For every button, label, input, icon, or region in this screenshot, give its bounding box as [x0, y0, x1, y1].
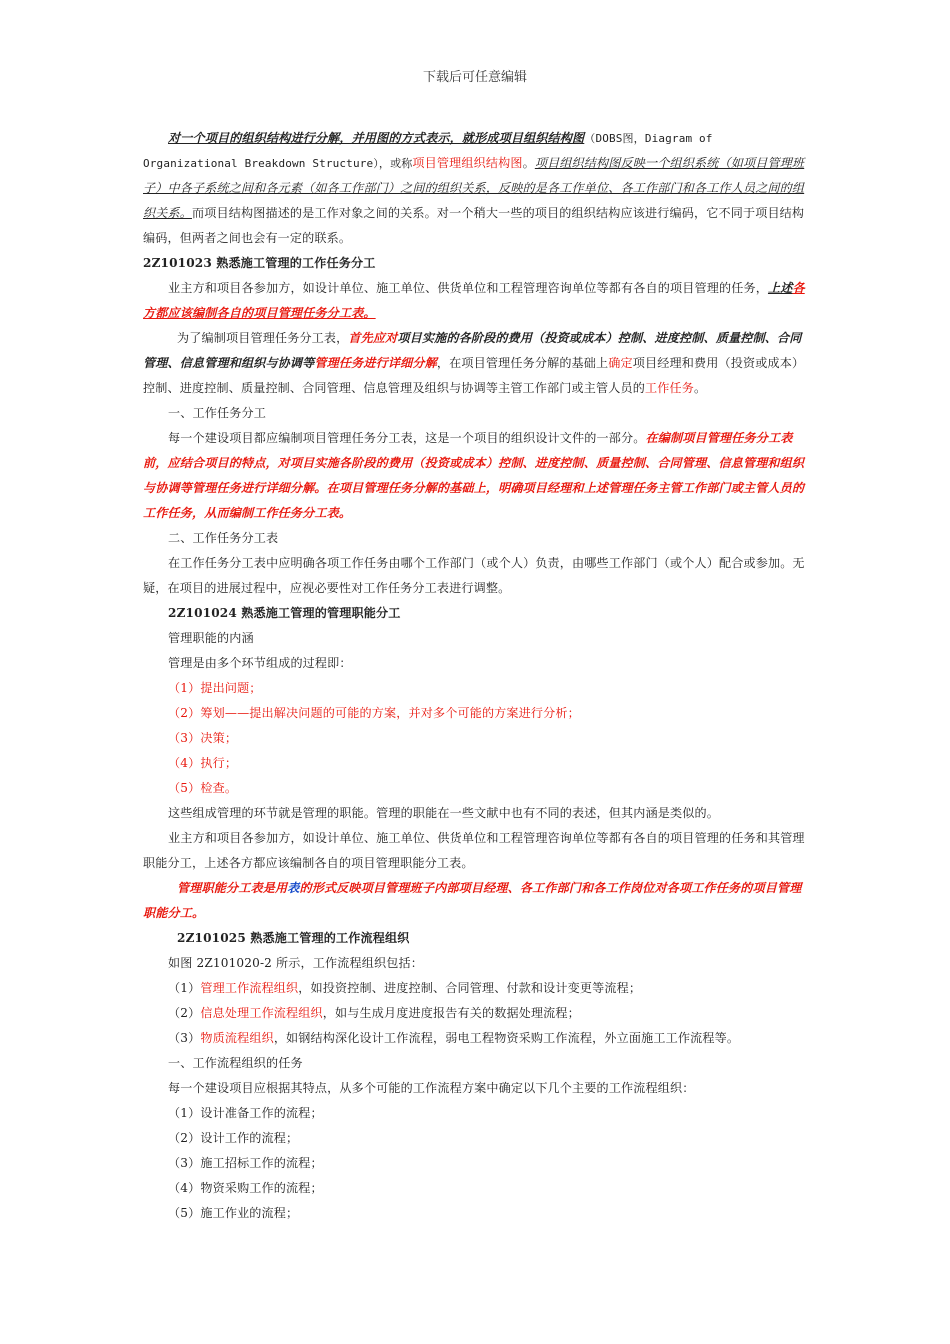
workflow-item [143, 976, 811, 1001]
paragraph-participants [143, 276, 811, 326]
management-step: （2）筹划——提出解决问题的可能的方案，并对多个可能的方案进行分析； [168, 706, 580, 720]
workflow-item [143, 1026, 811, 1051]
control-items: 项目实施的各阶段的费用（投资或成本）控制、进度控制、质量控制、合同管理、信息管理和组织与协调等 [143, 331, 802, 370]
task-division-emphasis: 各方都应该编制各自的项目管理任务分工表。 [143, 281, 805, 320]
workflow-task: （4）物资采购工作的流程； [168, 1181, 323, 1195]
section-heading-2z101023: 2Z101023 熟悉施工管理的工作任务分工 [143, 256, 376, 270]
function-table-def-2: 的形式反映项目管理班子内部项目经理、各工作部门和各工作岗位对各项工作任务的项目管理职能分工。 [143, 881, 802, 920]
management-function-label: 管理职能的内涵 [168, 631, 254, 645]
paragraph-functions: 这些组成管理的环节就是管理的职能。管理的职能在一些文献中也有不同的表述，但其内涵是类似的。 [168, 806, 719, 820]
above-text: 上述 [767, 281, 793, 295]
workflow-item [143, 1001, 811, 1026]
subsection-task-division: 一、工作任务分工 [168, 406, 266, 420]
management-process-label: 管理是由多个环节组成的过程即： [168, 656, 352, 670]
management-step: （3）决策； [168, 731, 238, 745]
org-chart-alias: 项目管理组织结构图 [412, 156, 523, 170]
workflow-task: （1）设计准备工作的流程； [168, 1106, 323, 1120]
page-header: 下载后可任意编辑 [422, 70, 527, 85]
item-keyword: 信息处理工作流程组织 [200, 1006, 323, 1020]
departments-text: 项目经理和费用（投资或成本）控制、进度控制、质量控制、合同管理、信息管理及组织与协调等主管工作部门或主管人员的 [143, 356, 805, 395]
management-step: （1）提出问题； [168, 681, 262, 695]
period: 。 [693, 381, 707, 395]
subsection-task-table: 二、工作任务分工表 [168, 531, 279, 545]
item-text: ，如投资控制、进度控制、合同管理、付款和设计变更等流程； [298, 981, 642, 995]
function-table-def-1: 管理职能分工表是用 [177, 881, 288, 895]
first-should: 首先应对 [348, 331, 398, 345]
work-tasks-text: 工作任务 [645, 381, 694, 395]
determine-text: 确定 [608, 356, 633, 370]
paragraph-function-table [143, 876, 811, 926]
item-keyword: 物质流程组织 [200, 1031, 274, 1045]
participants-text: 业主方和项目各参加方，如设计单位、施工单位、供货单位和工程管理咨询单位等都有各自的项目管理的任务， [168, 281, 768, 295]
item-number: （2） [168, 1006, 201, 1020]
workflow-task: （3）施工招标工作的流程； [168, 1156, 323, 1170]
item-text: ，如与生成月度进度报告有关的数据处理流程； [322, 1006, 580, 1020]
task-division-intro: 为了编制项目管理任务分工表， [177, 331, 349, 345]
period: 。 [522, 156, 535, 170]
workflow-tasks-intro: 每一个建设项目应根据其特点，从多个可能的工作流程方案中确定以下几个主要的工作流程组织： [168, 1081, 695, 1095]
basis-text: ，在项目管理任务分解的基础上 [436, 356, 609, 370]
org-chart-meaning: 项目组织结构图反映一个组织系统（如项目管理班子）中各子系统之间和各元素（如各工作部门）之间的组织关系，反映的是各工作单位、各工作部门和各工作人员之间的组织关系。 [143, 156, 805, 220]
item-number: （1） [168, 981, 201, 995]
document-body [143, 126, 811, 1226]
management-step: （4）执行； [168, 756, 238, 770]
section-heading-2z101024: 2Z101024 熟悉施工管理的管理职能分工 [168, 606, 401, 620]
paragraph-function-division: 业主方和项目各参加方，如设计单位、施工单位、供货单位和工程管理咨询单位等都有各自的项目管理的任务和其管理职能分工，上述各方都应该编制各自的项目管理职能分工表。 [143, 831, 805, 870]
item-number: （3） [168, 1031, 201, 1045]
workflow-task: （5）施工作业的流程； [168, 1206, 299, 1220]
paragraph-task-division [143, 326, 811, 401]
paragraph-org-chart [143, 126, 811, 251]
subsection-workflow-tasks: 一、工作流程组织的任务 [168, 1056, 303, 1070]
org-chart-definition: 对一个项目的组织结构进行分解，并用图的方式表示，就形成项目组织结构图 [168, 131, 585, 145]
task-table-emphasis: 在编制项目管理任务分工表前，应结合项目的特点，对项目实施各阶段的费用（投资或成本）控制、进度控制、质量控制、合同管理、信息管理和组织与协调等管理任务进行详细分解。在项目管理任务分解的基础上，明确项目经理和上述管理任务主管工作部门或主管人员的工作任务，从而编制工作任务分工表。 [143, 431, 805, 520]
project-structure-note: 而项目结构图描述的是工作对象之间的关系。对一个稍大一些的项目的组织结构应该进行编码，它不同于项目结构编码，但两者之间也会有一定的联系。 [143, 206, 805, 245]
task-table-intro: 每一个建设项目都应编制项目管理任务分工表，这是一个项目的组织设计文件的一部分。 [168, 431, 646, 445]
paragraph-task-table-adjust: 在工作任务分工表中应明确各项工作任务由哪个工作部门（或个人）负责，由哪些工作部门（或个人）配合或参加。无疑，在项目的进展过程中，应视必要性对工作任务分工表进行调整。 [143, 556, 805, 595]
table-word: 表 [287, 881, 300, 895]
paragraph-task-table [143, 426, 811, 526]
workflow-intro: 如图 2Z101020-2 所示，工作流程组织包括： [168, 956, 423, 970]
item-keyword: 管理工作流程组织 [200, 981, 299, 995]
workflow-task: （2）设计工作的流程； [168, 1131, 299, 1145]
management-step: （5）检查。 [168, 781, 238, 795]
item-text: ，如钢结构深化设计工作流程，弱电工程物资采购工作流程，外立面施工工作流程等。 [273, 1031, 740, 1045]
detailed-decomposition: 管理任务进行详细分解 [314, 356, 437, 370]
section-heading-2z101025: 2Z101025 熟悉施工管理的工作流程组织 [177, 931, 410, 945]
dobs-note: （DOBS图，Diagram of Organizational Breakdown Structure），或称 [143, 132, 713, 170]
